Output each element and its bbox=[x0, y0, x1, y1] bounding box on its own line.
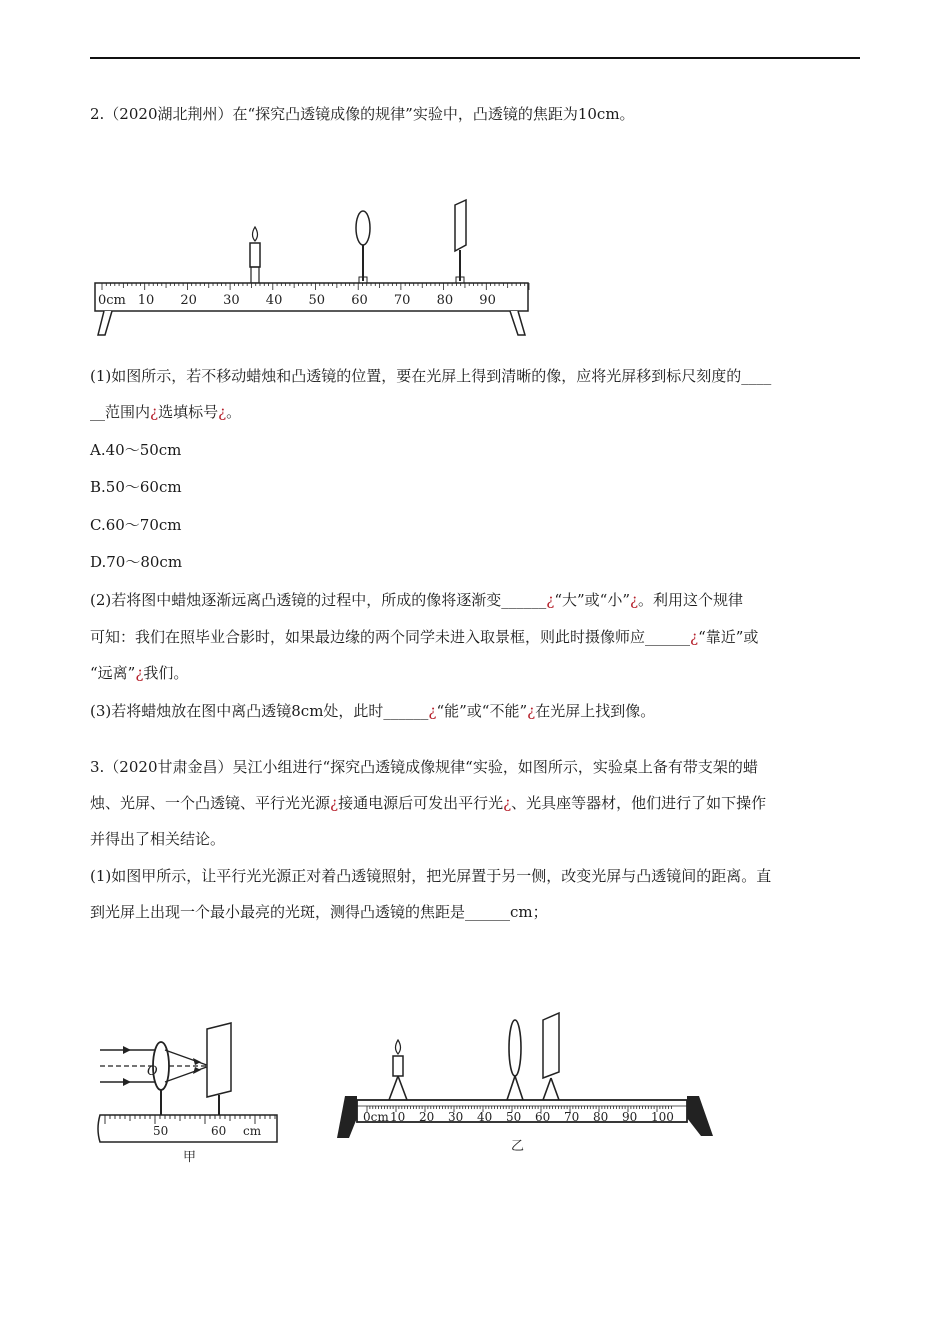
option-b: B.50～60cm bbox=[90, 478, 182, 496]
lens-yi bbox=[509, 1020, 521, 1076]
q2-part2-line2: 可知：我们在照毕业合影时，如果最边缘的两个同学未进入取景框，则此时摄像师应______¿“靠近”或 bbox=[90, 628, 759, 646]
jia-tick-60: 60 bbox=[211, 1124, 227, 1138]
yi-ruler-label: 10 bbox=[390, 1110, 406, 1124]
q2-ruler-label: 60 bbox=[351, 293, 368, 308]
candle-body bbox=[250, 243, 260, 267]
yi-ruler-label: 30 bbox=[448, 1110, 464, 1124]
q2-ruler-label: 90 bbox=[479, 293, 496, 308]
q2-ruler-label: 10 bbox=[137, 293, 155, 308]
option-a: A.40～50cm bbox=[90, 441, 182, 459]
q2-ruler-label: 80 bbox=[436, 293, 454, 308]
yi-ruler-label: 100 bbox=[651, 1110, 674, 1124]
q2-title: 2.（2020湖北荆州）在“探究凸透镜成像的规律”实验中，凸透镜的焦距为10cm。 bbox=[90, 105, 635, 123]
convex-lens bbox=[356, 211, 370, 245]
candle-yi bbox=[393, 1056, 403, 1076]
q2-ruler-label: 70 bbox=[393, 293, 411, 308]
header-rule bbox=[90, 57, 860, 59]
q2-optical-bench-figure bbox=[90, 195, 530, 340]
q3-part1-line2: 到光屏上出现一个最小最亮的光斑，测得凸透镜的焦距是______cm； bbox=[90, 903, 548, 921]
q3-title-line1: 3.（2020甘肃金昌）吴江小组进行“探究凸透镜成像规律“实验，如图所示，实验桌上备有带支架的蜡 bbox=[90, 758, 758, 776]
q2-part1-line2: __范围内¿选填标号¿。 bbox=[90, 403, 242, 421]
yi-ruler-label: 70 bbox=[564, 1110, 580, 1124]
screen-jia bbox=[207, 1023, 231, 1097]
figure-yi-label: 乙 bbox=[511, 1139, 525, 1154]
q2-ruler-label: 0cm bbox=[98, 293, 126, 308]
yi-ruler-label: 40 bbox=[477, 1110, 493, 1124]
figure-jia-label: 甲 bbox=[183, 1150, 197, 1165]
bench-yi bbox=[357, 1100, 687, 1122]
jia-tick-cm: cm bbox=[243, 1124, 262, 1138]
jia-tick-50: 50 bbox=[153, 1124, 169, 1138]
q2-part2-line3: “远离”¿我们。 bbox=[90, 664, 189, 682]
q3-title-line2: 烛、光屏、一个凸透镜、平行光光源¿接通电源后可发出平行光¿、光具座等器材，他们进行了如下操作 bbox=[90, 794, 767, 812]
q3-part1-line1: (1)如图甲所示，让平行光光源正对着凸透镜照射，把光屏置于另一侧，改变光屏与凸透镜间的距离。直 bbox=[90, 867, 772, 885]
q2-ruler-label: 50 bbox=[308, 293, 326, 308]
q2-ruler-label: 20 bbox=[180, 293, 197, 308]
yi-ruler-label: 80 bbox=[593, 1110, 609, 1124]
yi-ruler-label: 50 bbox=[506, 1110, 522, 1124]
candle-flame bbox=[253, 227, 258, 241]
yi-ruler-label: 20 bbox=[419, 1110, 435, 1124]
focus-o-label: O bbox=[147, 1064, 158, 1079]
light-screen bbox=[455, 200, 466, 251]
figure-jia bbox=[95, 1015, 285, 1170]
q2-part1-line1: (1)如图所示，若不移动蜡烛和凸透镜的位置，要在光屏上得到清晰的像，应将光屏移到标尺刻度的____ bbox=[90, 367, 772, 385]
yi-ruler-label: 0cm bbox=[363, 1110, 389, 1124]
screen-yi bbox=[543, 1013, 559, 1078]
figure-yi bbox=[335, 1010, 725, 1160]
yi-ruler-label: 60 bbox=[535, 1110, 551, 1124]
option-d: D.70～80cm bbox=[90, 553, 183, 571]
q3-title-line3: 并得出了相关结论。 bbox=[90, 830, 226, 848]
option-c: C.60～70cm bbox=[90, 516, 182, 534]
yi-ruler-label: 90 bbox=[622, 1110, 638, 1124]
q2-part3: (3)若将蜡烛放在图中离凸透镜8cm处，此时______¿“能”或“不能”¿在光屏上找到像。 bbox=[90, 702, 656, 720]
q2-part2-line1: (2)若将图中蜡烛逐渐远离凸透镜的过程中，所成的像将逐渐变______¿“大”或“小”¿。利用这个规律 bbox=[90, 591, 744, 609]
q2-ruler-label: 40 bbox=[265, 293, 283, 308]
q2-ruler-label: 30 bbox=[223, 293, 240, 308]
